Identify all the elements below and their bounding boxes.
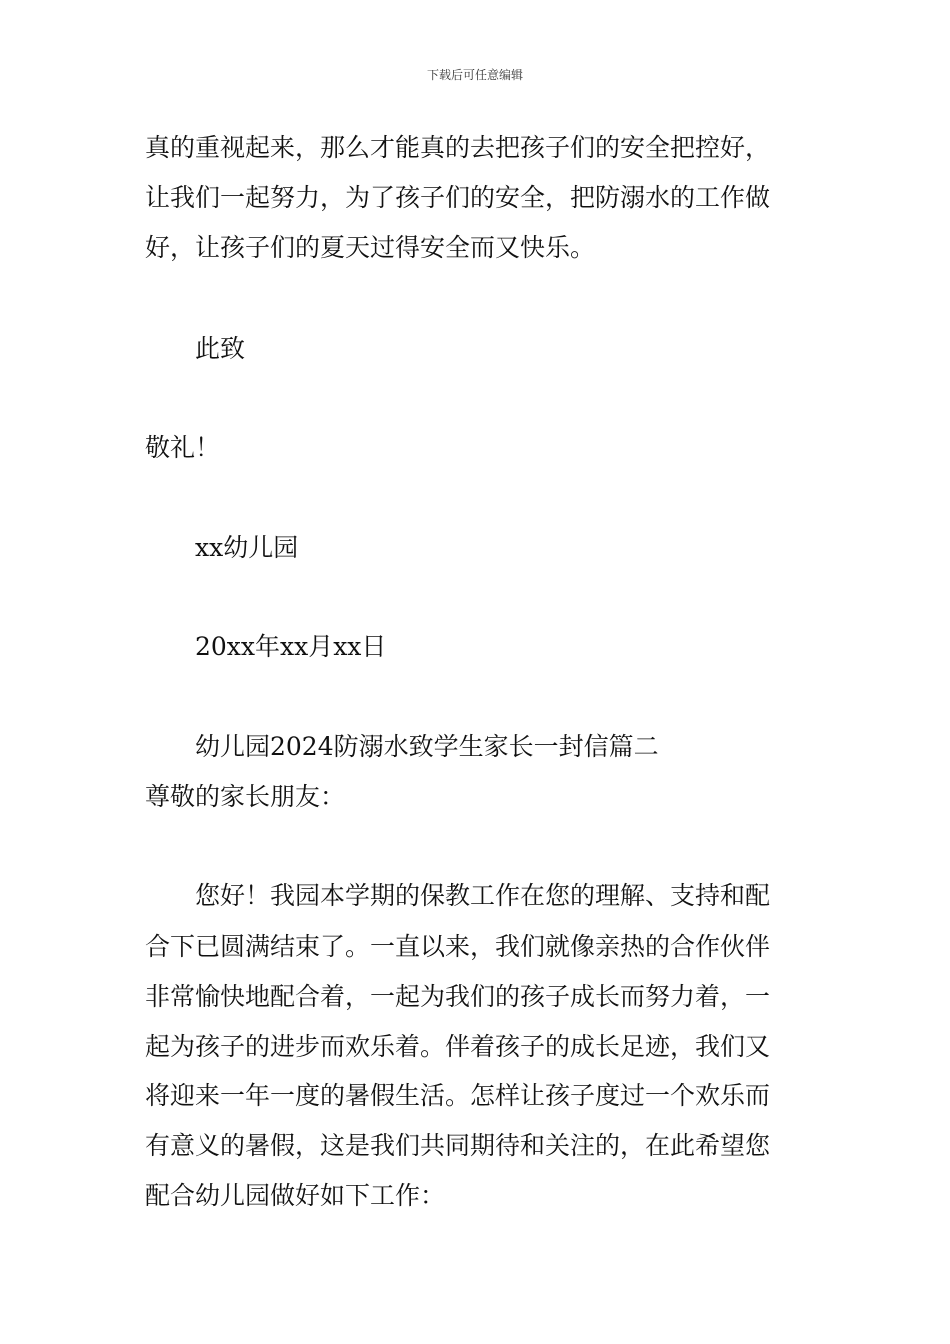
salute-text: 敬礼！ bbox=[145, 433, 221, 462]
paragraph-line: 合下已圆满结束了。一直以来，我们就像亲热的合作伙伴 bbox=[145, 932, 771, 961]
paragraph-line: 起为孩子的进步而欢乐着。伴着孩子的成长足迹，我们又 bbox=[145, 1032, 771, 1061]
paragraph-line: 有意义的暑假，这是我们共同期待和关注的，在此希望您 bbox=[145, 1131, 771, 1160]
paragraph-line: 您好！我园本学期的保教工作在您的理解、支持和配 bbox=[195, 881, 771, 910]
date-text: 20xx年xx月xx日 bbox=[195, 632, 387, 661]
paragraph-line: 好，让孩子们的夏天过得安全而又快乐。 bbox=[145, 233, 596, 262]
paragraph-line: 将迎来一年一度的暑假生活。怎样让孩子度过一个欢乐而 bbox=[145, 1081, 771, 1110]
signature-text: xx幼儿园 bbox=[195, 533, 299, 562]
paragraph-line: 真的重视起来，那么才能真的去把孩子们的安全把控好， bbox=[145, 133, 771, 162]
header-note: 下载后可任意编辑 bbox=[426, 68, 523, 82]
paragraph-line: 配合幼儿园做好如下工作： bbox=[145, 1181, 446, 1210]
greeting-text: 尊敬的家长朋友： bbox=[145, 782, 346, 811]
section-title: 幼儿园2024防溺水致学生家长一封信篇二 bbox=[195, 732, 659, 761]
paragraph-line: 非常愉快地配合着，一起为我们的孩子成长而努力着，一 bbox=[145, 982, 771, 1011]
paragraph-line: 让我们一起努力，为了孩子们的安全，把防溺水的工作做 bbox=[145, 183, 771, 212]
closing-text: 此致 bbox=[195, 334, 246, 363]
